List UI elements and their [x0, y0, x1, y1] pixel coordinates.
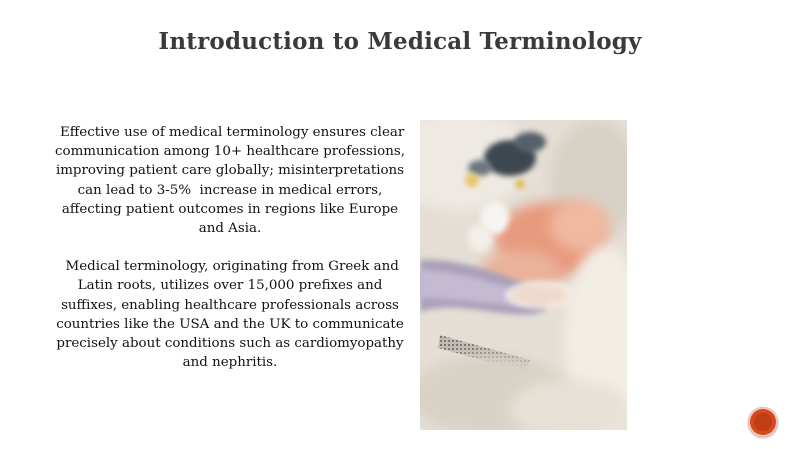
next-slide-button[interactable] — [748, 407, 778, 437]
next-slide-button-inner — [754, 413, 772, 431]
body-paragraph-1: Effective use of medical terminology ensures clear communication among 10+ healthcare professions, improving patient care globally; misinterpretations can lead to 3-5% increase in medical errors, affecting patient outcomes in regions like Europe and Asia. — [55, 125, 410, 237]
slide-body — [52, 123, 408, 372]
slide-title: Introduction to Medical Terminology — [158, 28, 642, 55]
lab-photo — [420, 120, 627, 430]
body-paragraph-2: Medical terminology, originating from Greek and Latin roots, utilizes over 15,000 prefixes and suffixes, enabling healthcare professionals across countries like the USA and the UK to communicate precisely about conditions such as cardiomyopathy and nephritis. — [56, 259, 409, 371]
